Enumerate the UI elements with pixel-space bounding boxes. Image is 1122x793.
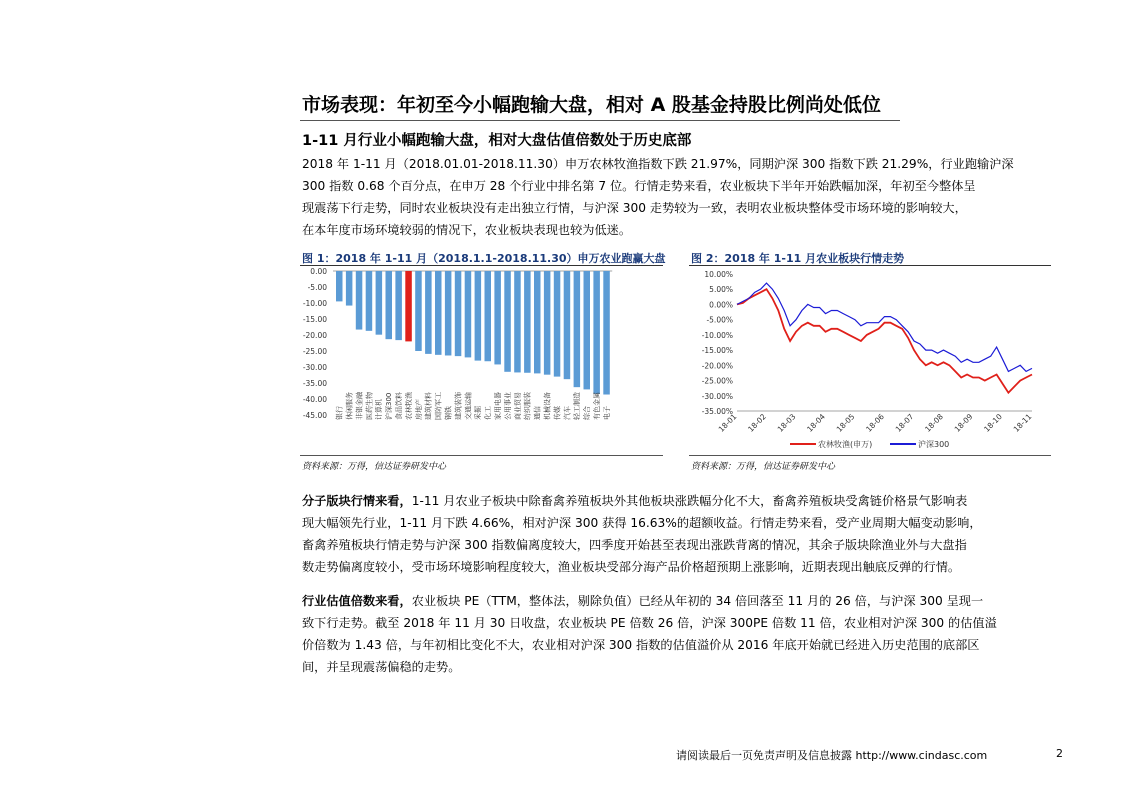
intro-line: 在本年度市场环境较弱的情况下，农业板块表现也较为低迷。 — [302, 223, 632, 237]
figure2-title: 图 2：2018 年 1-11 月农业板块行情走势 — [691, 252, 905, 265]
title-rule — [300, 120, 900, 121]
category-label: 建筑装饰 — [454, 392, 463, 420]
y-tick-label: -5.00% — [706, 315, 733, 325]
y-tick-label: 0.00 — [310, 267, 327, 276]
bar — [554, 271, 561, 377]
bar — [376, 271, 383, 335]
x-tick-label: 18-02 — [746, 412, 768, 434]
intro-paragraph — [302, 153, 1062, 241]
figure2-bottom-rule — [689, 455, 1051, 456]
category-label: 电子 — [602, 406, 611, 420]
y-tick-label: -25.00 — [302, 347, 327, 356]
bar — [514, 271, 521, 372]
bar — [366, 271, 373, 331]
y-tick-label: 10.00% — [704, 270, 733, 279]
paragraph-line: 数走势偏离度较小，受市场环境影响程度较大，渔业板块受部分海产品价格超预期上涨影响，近期表现出触底反弹的行情。 — [302, 560, 961, 574]
series-line — [737, 283, 1032, 371]
x-tick-label: 18-09 — [952, 412, 975, 434]
figure2-line-chart — [690, 266, 1052, 456]
category-label: 化工 — [484, 406, 493, 420]
legend-label: 农林牧渔(申万) — [818, 440, 873, 449]
paragraph-line: 1-11 月农业子板块中除畜禽养殖板块外其他板块涨跌幅分化不大，畜禽养殖板块受禽链价格景气影响表 — [411, 494, 968, 508]
x-tick-label: 18-04 — [805, 412, 827, 434]
figure1-bar-chart — [300, 266, 666, 456]
bar — [435, 271, 442, 355]
bar — [564, 271, 571, 379]
bar — [346, 271, 353, 306]
bar — [465, 271, 472, 357]
bar — [386, 271, 393, 339]
category-label: 公用事业 — [503, 392, 512, 420]
paragraph-line: 致下行走势。截至 2018 年 11 月 30 日收盘，农业板块 PE 倍数 26 倍，沪深 300PE 倍数 11 倍，农业相对沪深 300 的估值溢 — [302, 616, 997, 630]
x-tick-label: 18-06 — [864, 412, 886, 434]
category-label: 机械设备 — [543, 392, 552, 420]
category-label: 有色金属 — [593, 392, 602, 420]
bar — [584, 271, 591, 389]
bar — [524, 271, 531, 373]
bar — [405, 271, 412, 341]
intro-line: 300 指数 0.68 个百分点，在申万 28 个行业中排名第 7 位。行情走势来看，农业板块下半年开始跌幅加深，年初至今整体呈 — [302, 179, 976, 193]
bar — [485, 271, 492, 361]
bar — [534, 271, 541, 373]
bar — [574, 271, 581, 387]
category-label: 食品饮料 — [395, 392, 404, 420]
category-label: 房地产 — [414, 399, 423, 420]
x-tick-label: 18-03 — [775, 412, 798, 434]
y-tick-label: -45.00 — [302, 411, 327, 420]
category-label: 计算机 — [375, 399, 384, 420]
bar — [445, 271, 452, 355]
figure1-title: 图 1：2018 年 1-11 月（2018.1.1-2018.11.30）申万农业跑赢大盘 — [302, 252, 666, 265]
bar — [504, 271, 511, 372]
bar — [455, 271, 462, 356]
category-label: 非银金融 — [355, 392, 364, 420]
category-label: 汽车 — [563, 406, 572, 420]
category-label: 建筑材料 — [424, 392, 433, 420]
category-label: 综合 — [583, 406, 592, 420]
paragraph-line: 畜禽养殖板块行情走势与沪深 300 指数偏离度较大，四季度开始甚至表现出涨跌背离的情况，其余子版块除渔业外与大盘指 — [302, 538, 967, 552]
y-tick-label: -25.00% — [701, 376, 733, 386]
section-subtitle: 1-11 月行业小幅跑输大盘，相对大盘估值倍数处于历史底部 — [302, 133, 692, 149]
category-label: 商业贸易 — [513, 392, 522, 420]
y-tick-label: -30.00 — [302, 363, 327, 372]
x-tick-label: 18-05 — [834, 412, 857, 434]
bar — [544, 271, 551, 375]
category-label: 钢铁 — [444, 406, 453, 420]
category-label: 家用电器 — [494, 392, 503, 420]
bar — [475, 271, 482, 361]
y-tick-label: -15.00 — [302, 315, 327, 324]
bar — [593, 271, 600, 394]
y-tick-label: -20.00 — [302, 331, 327, 340]
category-label: 沪深300 — [385, 392, 394, 420]
category-label: 休闲服务 — [345, 392, 354, 420]
x-tick-label: 18-11 — [1011, 412, 1034, 434]
subsector-lead: 分子版块行情来看， — [302, 494, 412, 508]
category-label: 交通运输 — [464, 392, 473, 420]
legend-label: 沪深300 — [918, 440, 950, 449]
figure1-bottom-rule — [300, 455, 663, 456]
intro-line: 2018 年 1-11 月（2018.01.01-2018.11.30）申万农林牧渔指数下跌 21.97%，同期沪深 300 指数下跌 21.29%，行业跑输沪深 — [302, 157, 1014, 171]
x-tick-label: 18-07 — [893, 412, 916, 434]
y-tick-label: 0.00% — [709, 300, 733, 310]
valuation-lead: 行业估值倍数来看， — [302, 594, 412, 608]
y-tick-label: -5.00 — [307, 283, 327, 292]
paragraph-line: 间，并呈现震荡偏稳的走势。 — [302, 660, 461, 674]
y-tick-label: -30.00% — [701, 391, 733, 401]
y-tick-label: -35.00 — [302, 379, 327, 388]
category-label: 采掘 — [474, 406, 483, 420]
bar — [415, 271, 422, 351]
category-label: 通信 — [533, 406, 542, 420]
bar — [336, 271, 343, 301]
category-label: 农林牧渔 — [404, 392, 413, 420]
y-tick-label: -15.00% — [701, 346, 733, 356]
valuation-paragraph — [302, 590, 1062, 678]
x-tick-label: 18-01 — [716, 412, 739, 434]
y-tick-label: -20.00% — [701, 361, 733, 371]
paragraph-line: 现大幅领先行业，1-11 月下跌 4.66%，相对沪深 300 获得 16.63%的超额收益。行情走势来看，受产业周期大幅变动影响， — [302, 516, 982, 530]
bar — [395, 271, 402, 340]
y-tick-label: -35.00% — [701, 407, 733, 416]
category-label: 医药生物 — [365, 392, 374, 420]
category-label: 国防军工 — [434, 392, 443, 420]
x-tick-label: 18-08 — [923, 412, 945, 434]
page-number: 2 — [1056, 747, 1063, 760]
page-title: 市场表现：年初至今小幅跑输大盘，相对 A 股基金持股比例尚处低位 — [302, 94, 881, 116]
figure1-source: 资料来源：万得，信达证券研发中心 — [302, 462, 447, 472]
intro-line: 现震荡下行走势，同时农业板块没有走出独立行情，与沪深 300 走势较为一致，表明农业板块整体受市场环境的影响较大， — [302, 201, 967, 215]
y-tick-label: -10.00% — [701, 330, 733, 340]
y-tick-label: -10.00 — [302, 299, 327, 308]
category-label: 轻工制造 — [573, 392, 582, 420]
paragraph-line: 农业板块 PE（TTM，整体法，剔除负值）已经从年初的 34 倍回落至 11 月的 26 倍，与沪深 300 呈现一 — [411, 594, 984, 608]
category-label: 银行 — [335, 406, 344, 420]
y-tick-label: -40.00 — [302, 395, 327, 404]
paragraph-line: 价倍数为 1.43 倍，与年初相比变化不大，农业相对沪深 300 指数的估值溢价从 2016 年底开始就已经进入历史范围的底部区 — [302, 638, 980, 652]
bar — [356, 271, 363, 330]
subsector-paragraph — [302, 490, 1062, 578]
bar — [425, 271, 432, 354]
figure2-source: 资料来源：万得，信达证券研发中心 — [691, 462, 836, 472]
y-tick-label: 5.00% — [709, 285, 733, 295]
bar — [603, 271, 610, 395]
footer-disclaimer: 请阅读最后一页免责声明及信息披露 http://www.cindasc.com — [676, 749, 988, 762]
category-label: 传媒 — [553, 406, 562, 420]
category-label: 纺织服装 — [523, 392, 532, 420]
bar — [494, 271, 501, 364]
x-tick-label: 18-10 — [982, 412, 1004, 434]
